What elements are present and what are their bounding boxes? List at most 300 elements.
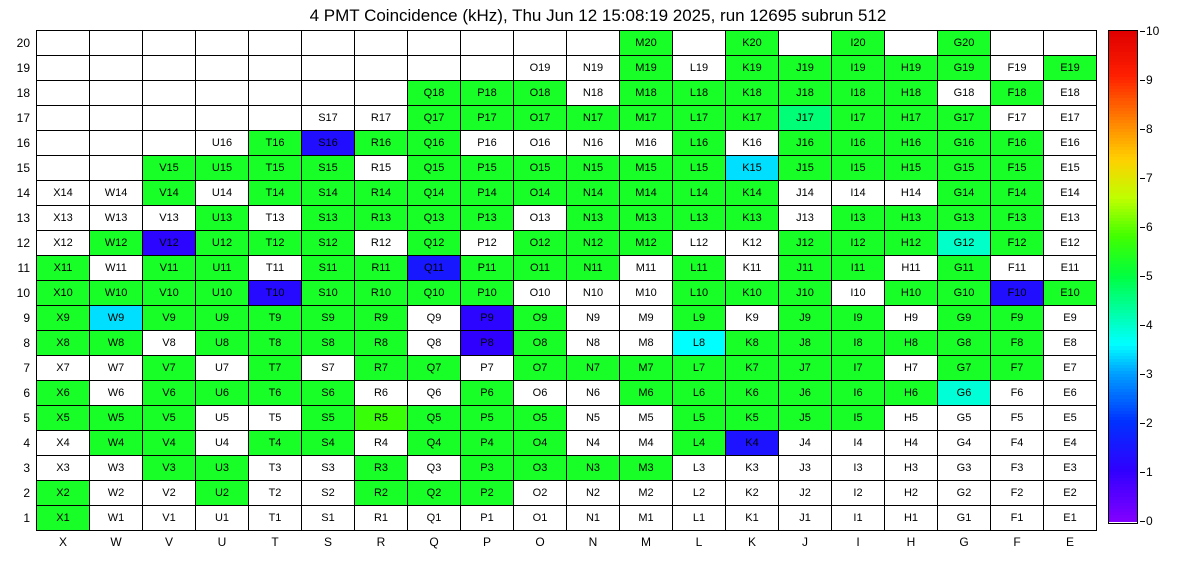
heatmap-cell[interactable] — [408, 56, 461, 81]
heatmap-cell[interactable]: M9 — [620, 306, 673, 331]
heatmap-cell[interactable]: Q11 — [408, 256, 461, 281]
heatmap-cell[interactable]: I17 — [832, 106, 885, 131]
heatmap-cell[interactable]: P6 — [461, 381, 514, 406]
heatmap-cell[interactable]: M7 — [620, 356, 673, 381]
heatmap-cell[interactable]: L10 — [673, 281, 726, 306]
heatmap-cell[interactable]: N10 — [567, 281, 620, 306]
heatmap-cell[interactable]: T7 — [249, 356, 302, 381]
heatmap-cell[interactable]: L4 — [673, 431, 726, 456]
heatmap-cell[interactable]: P10 — [461, 281, 514, 306]
heatmap-cell[interactable]: M18 — [620, 81, 673, 106]
heatmap-cell[interactable]: K8 — [726, 331, 779, 356]
heatmap-cell[interactable] — [90, 106, 143, 131]
heatmap-cell[interactable]: J2 — [779, 481, 832, 506]
heatmap-cell[interactable]: E15 — [1044, 156, 1097, 181]
heatmap-cell[interactable]: R1 — [355, 506, 408, 531]
heatmap-cell[interactable]: G16 — [938, 131, 991, 156]
heatmap-cell[interactable]: O17 — [514, 106, 567, 131]
heatmap-cell[interactable]: U10 — [196, 281, 249, 306]
heatmap-cell[interactable]: R7 — [355, 356, 408, 381]
heatmap-cell[interactable]: K6 — [726, 381, 779, 406]
heatmap-cell[interactable]: T11 — [249, 256, 302, 281]
heatmap-cell[interactable]: I10 — [832, 281, 885, 306]
heatmap-cell[interactable]: H9 — [885, 306, 938, 331]
heatmap-cell[interactable]: I18 — [832, 81, 885, 106]
heatmap-cell[interactable]: V2 — [143, 481, 196, 506]
heatmap-cell[interactable]: V6 — [143, 381, 196, 406]
heatmap-cell[interactable]: O15 — [514, 156, 567, 181]
heatmap-cell[interactable] — [90, 56, 143, 81]
heatmap-cell[interactable]: P4 — [461, 431, 514, 456]
heatmap-cell[interactable]: U6 — [196, 381, 249, 406]
heatmap-cell[interactable]: X2 — [37, 481, 90, 506]
heatmap-cell[interactable]: Q18 — [408, 81, 461, 106]
heatmap-cell[interactable]: F13 — [991, 206, 1044, 231]
heatmap-cell[interactable]: J19 — [779, 56, 832, 81]
heatmap-cell[interactable] — [249, 56, 302, 81]
heatmap-cell[interactable]: G14 — [938, 181, 991, 206]
heatmap-cell[interactable]: J11 — [779, 256, 832, 281]
heatmap-cell[interactable]: V4 — [143, 431, 196, 456]
heatmap-cell[interactable]: Q9 — [408, 306, 461, 331]
heatmap-cell[interactable]: M20 — [620, 31, 673, 56]
heatmap-cell[interactable]: M10 — [620, 281, 673, 306]
heatmap-cell[interactable]: N16 — [567, 131, 620, 156]
heatmap-cell[interactable] — [673, 31, 726, 56]
heatmap-cell[interactable] — [355, 81, 408, 106]
heatmap-cell[interactable]: H2 — [885, 481, 938, 506]
heatmap-cell[interactable]: E16 — [1044, 131, 1097, 156]
heatmap-cell[interactable]: S3 — [302, 456, 355, 481]
heatmap-cell[interactable]: Q6 — [408, 381, 461, 406]
heatmap-cell[interactable]: O10 — [514, 281, 567, 306]
heatmap-cell[interactable]: W8 — [90, 331, 143, 356]
heatmap-cell[interactable] — [461, 56, 514, 81]
heatmap-cell[interactable]: Q12 — [408, 231, 461, 256]
heatmap-cell[interactable]: F15 — [991, 156, 1044, 181]
heatmap-cell[interactable]: W4 — [90, 431, 143, 456]
heatmap-cell[interactable]: I9 — [832, 306, 885, 331]
heatmap-cell[interactable]: F8 — [991, 331, 1044, 356]
heatmap-cell[interactable]: P11 — [461, 256, 514, 281]
heatmap-cell[interactable]: N18 — [567, 81, 620, 106]
heatmap-cell[interactable]: H12 — [885, 231, 938, 256]
heatmap-cell[interactable]: X4 — [37, 431, 90, 456]
heatmap-cell[interactable]: W1 — [90, 506, 143, 531]
heatmap-cell[interactable]: J18 — [779, 81, 832, 106]
heatmap-cell[interactable]: V5 — [143, 406, 196, 431]
heatmap-cell[interactable]: P18 — [461, 81, 514, 106]
heatmap-cell[interactable]: V9 — [143, 306, 196, 331]
heatmap-cell[interactable]: M3 — [620, 456, 673, 481]
heatmap-cell[interactable]: I19 — [832, 56, 885, 81]
heatmap-cell[interactable]: Q10 — [408, 281, 461, 306]
heatmap-cell[interactable]: G7 — [938, 356, 991, 381]
heatmap-cell[interactable]: J4 — [779, 431, 832, 456]
heatmap-cell[interactable]: X5 — [37, 406, 90, 431]
heatmap-cell[interactable]: N13 — [567, 206, 620, 231]
heatmap-cell[interactable]: O12 — [514, 231, 567, 256]
heatmap-cell[interactable]: U2 — [196, 481, 249, 506]
heatmap-cell[interactable]: E10 — [1044, 281, 1097, 306]
heatmap-cell[interactable]: G12 — [938, 231, 991, 256]
heatmap-cell[interactable]: I13 — [832, 206, 885, 231]
heatmap-cell[interactable]: I7 — [832, 356, 885, 381]
heatmap-cell[interactable]: P12 — [461, 231, 514, 256]
heatmap-cell[interactable]: V8 — [143, 331, 196, 356]
heatmap-cell[interactable]: E8 — [1044, 331, 1097, 356]
heatmap-cell[interactable]: H3 — [885, 456, 938, 481]
heatmap-cell[interactable]: G15 — [938, 156, 991, 181]
heatmap-cell[interactable]: I1 — [832, 506, 885, 531]
heatmap-cell[interactable]: T2 — [249, 481, 302, 506]
heatmap-cell[interactable] — [355, 31, 408, 56]
heatmap-cell[interactable]: T15 — [249, 156, 302, 181]
heatmap-cell[interactable] — [196, 31, 249, 56]
heatmap-cell[interactable]: P5 — [461, 406, 514, 431]
heatmap-cell[interactable]: J3 — [779, 456, 832, 481]
heatmap-cell[interactable]: I15 — [832, 156, 885, 181]
heatmap-cell[interactable]: R17 — [355, 106, 408, 131]
heatmap-cell[interactable]: P16 — [461, 131, 514, 156]
heatmap-cell[interactable] — [1044, 31, 1097, 56]
heatmap-cell[interactable]: N11 — [567, 256, 620, 281]
heatmap-cell[interactable] — [567, 31, 620, 56]
heatmap-cell[interactable]: G13 — [938, 206, 991, 231]
heatmap-cell[interactable]: F19 — [991, 56, 1044, 81]
heatmap-cell[interactable]: E2 — [1044, 481, 1097, 506]
heatmap-cell[interactable]: F1 — [991, 506, 1044, 531]
heatmap-cell[interactable]: W14 — [90, 181, 143, 206]
heatmap-cell[interactable]: K17 — [726, 106, 779, 131]
heatmap-cell[interactable] — [196, 56, 249, 81]
heatmap-cell[interactable]: U5 — [196, 406, 249, 431]
heatmap-cell[interactable]: K4 — [726, 431, 779, 456]
heatmap-cell[interactable]: Q1 — [408, 506, 461, 531]
heatmap-cell[interactable]: H16 — [885, 131, 938, 156]
heatmap-cell[interactable]: K3 — [726, 456, 779, 481]
heatmap-cell[interactable]: R11 — [355, 256, 408, 281]
heatmap-cell[interactable] — [143, 106, 196, 131]
heatmap-cell[interactable]: V13 — [143, 206, 196, 231]
heatmap-cell[interactable]: R14 — [355, 181, 408, 206]
heatmap-cell[interactable]: I20 — [832, 31, 885, 56]
heatmap-cell[interactable]: E9 — [1044, 306, 1097, 331]
heatmap-cell[interactable]: R15 — [355, 156, 408, 181]
heatmap-cell[interactable]: H17 — [885, 106, 938, 131]
heatmap-cell[interactable]: Q2 — [408, 481, 461, 506]
heatmap-cell[interactable]: Q4 — [408, 431, 461, 456]
heatmap-cell[interactable]: L1 — [673, 506, 726, 531]
heatmap-cell[interactable]: K5 — [726, 406, 779, 431]
heatmap-cell[interactable]: P13 — [461, 206, 514, 231]
heatmap-cell[interactable]: E1 — [1044, 506, 1097, 531]
heatmap-cell[interactable]: L14 — [673, 181, 726, 206]
heatmap-cell[interactable]: U7 — [196, 356, 249, 381]
heatmap-cell[interactable]: M6 — [620, 381, 673, 406]
heatmap-cell[interactable]: X6 — [37, 381, 90, 406]
heatmap-cell[interactable]: N7 — [567, 356, 620, 381]
heatmap-cell[interactable]: E12 — [1044, 231, 1097, 256]
heatmap-cell[interactable]: G3 — [938, 456, 991, 481]
heatmap-cell[interactable]: M19 — [620, 56, 673, 81]
heatmap-cell[interactable]: G10 — [938, 281, 991, 306]
heatmap-cell[interactable]: Q7 — [408, 356, 461, 381]
heatmap-cell[interactable]: K15 — [726, 156, 779, 181]
heatmap-cell[interactable]: N12 — [567, 231, 620, 256]
heatmap-cell[interactable]: K20 — [726, 31, 779, 56]
heatmap-cell[interactable]: U15 — [196, 156, 249, 181]
heatmap-cell[interactable]: E19 — [1044, 56, 1097, 81]
heatmap-cell[interactable]: O2 — [514, 481, 567, 506]
heatmap-cell[interactable]: V3 — [143, 456, 196, 481]
heatmap-cell[interactable]: L11 — [673, 256, 726, 281]
heatmap-cell[interactable] — [90, 156, 143, 181]
heatmap-cell[interactable]: E3 — [1044, 456, 1097, 481]
heatmap-cell[interactable]: Q15 — [408, 156, 461, 181]
heatmap-cell[interactable]: N4 — [567, 431, 620, 456]
heatmap-cell[interactable]: S15 — [302, 156, 355, 181]
heatmap-cell[interactable]: G8 — [938, 331, 991, 356]
heatmap-cell[interactable]: G18 — [938, 81, 991, 106]
heatmap-cell[interactable]: K19 — [726, 56, 779, 81]
heatmap-cell[interactable]: L6 — [673, 381, 726, 406]
heatmap-cell[interactable]: F4 — [991, 431, 1044, 456]
heatmap-cell[interactable]: L9 — [673, 306, 726, 331]
heatmap-cell[interactable]: P9 — [461, 306, 514, 331]
heatmap-cell[interactable]: W11 — [90, 256, 143, 281]
heatmap-cell[interactable] — [249, 81, 302, 106]
heatmap-cell[interactable]: T3 — [249, 456, 302, 481]
heatmap-cell[interactable]: K18 — [726, 81, 779, 106]
heatmap-cell[interactable] — [143, 56, 196, 81]
heatmap-cell[interactable]: E6 — [1044, 381, 1097, 406]
heatmap-cell[interactable]: X10 — [37, 281, 90, 306]
heatmap-cell[interactable]: R16 — [355, 131, 408, 156]
heatmap-cell[interactable]: J16 — [779, 131, 832, 156]
heatmap-cell[interactable]: X9 — [37, 306, 90, 331]
heatmap-cell[interactable]: H19 — [885, 56, 938, 81]
heatmap-cell[interactable]: S4 — [302, 431, 355, 456]
heatmap-cell[interactable]: F14 — [991, 181, 1044, 206]
heatmap-cell[interactable]: R2 — [355, 481, 408, 506]
heatmap-cell[interactable]: M8 — [620, 331, 673, 356]
heatmap-cell[interactable]: S17 — [302, 106, 355, 131]
heatmap-cell[interactable]: V10 — [143, 281, 196, 306]
heatmap-cell[interactable]: O6 — [514, 381, 567, 406]
heatmap-cell[interactable] — [196, 106, 249, 131]
heatmap-cell[interactable]: G19 — [938, 56, 991, 81]
heatmap-cell[interactable]: V7 — [143, 356, 196, 381]
heatmap-cell[interactable]: O14 — [514, 181, 567, 206]
heatmap-cell[interactable]: S10 — [302, 281, 355, 306]
heatmap-cell[interactable]: I8 — [832, 331, 885, 356]
heatmap-cell[interactable]: O16 — [514, 131, 567, 156]
heatmap-cell[interactable]: K7 — [726, 356, 779, 381]
heatmap-cell[interactable]: W12 — [90, 231, 143, 256]
heatmap-cell[interactable]: N14 — [567, 181, 620, 206]
heatmap-cell[interactable] — [885, 31, 938, 56]
heatmap-cell[interactable] — [302, 81, 355, 106]
heatmap-cell[interactable]: M4 — [620, 431, 673, 456]
heatmap-cell[interactable]: X8 — [37, 331, 90, 356]
heatmap-cell[interactable]: G5 — [938, 406, 991, 431]
heatmap-cell[interactable] — [37, 131, 90, 156]
heatmap-cell[interactable]: I4 — [832, 431, 885, 456]
heatmap-cell[interactable]: J8 — [779, 331, 832, 356]
heatmap-cell[interactable]: I12 — [832, 231, 885, 256]
heatmap-cell[interactable]: S13 — [302, 206, 355, 231]
heatmap-cell[interactable]: O8 — [514, 331, 567, 356]
heatmap-cell[interactable]: W9 — [90, 306, 143, 331]
heatmap-cell[interactable]: T16 — [249, 131, 302, 156]
heatmap-cell[interactable]: H7 — [885, 356, 938, 381]
heatmap-cell[interactable] — [37, 31, 90, 56]
heatmap-cell[interactable]: Q8 — [408, 331, 461, 356]
heatmap-cell[interactable]: Q16 — [408, 131, 461, 156]
heatmap-cell[interactable]: O18 — [514, 81, 567, 106]
heatmap-cell[interactable]: S8 — [302, 331, 355, 356]
heatmap-cell[interactable]: H13 — [885, 206, 938, 231]
heatmap-cell[interactable]: R6 — [355, 381, 408, 406]
heatmap-cell[interactable]: F16 — [991, 131, 1044, 156]
heatmap-cell[interactable]: F5 — [991, 406, 1044, 431]
heatmap-cell[interactable]: P1 — [461, 506, 514, 531]
heatmap-cell[interactable]: M1 — [620, 506, 673, 531]
heatmap-cell[interactable]: K1 — [726, 506, 779, 531]
heatmap-cell[interactable]: T8 — [249, 331, 302, 356]
heatmap-cell[interactable]: R13 — [355, 206, 408, 231]
heatmap-cell[interactable]: Q5 — [408, 406, 461, 431]
heatmap-cell[interactable]: X14 — [37, 181, 90, 206]
heatmap-cell[interactable]: S14 — [302, 181, 355, 206]
heatmap-cell[interactable] — [249, 106, 302, 131]
heatmap-cell[interactable]: Q17 — [408, 106, 461, 131]
heatmap-cell[interactable]: N15 — [567, 156, 620, 181]
heatmap-cell[interactable]: O3 — [514, 456, 567, 481]
heatmap-cell[interactable]: J6 — [779, 381, 832, 406]
heatmap-cell[interactable]: P3 — [461, 456, 514, 481]
heatmap-cell[interactable]: S1 — [302, 506, 355, 531]
heatmap-cell[interactable]: J13 — [779, 206, 832, 231]
heatmap-cell[interactable]: L2 — [673, 481, 726, 506]
heatmap-cell[interactable]: F18 — [991, 81, 1044, 106]
heatmap-cell[interactable]: W5 — [90, 406, 143, 431]
heatmap-cell[interactable]: U1 — [196, 506, 249, 531]
heatmap-cell[interactable]: E17 — [1044, 106, 1097, 131]
heatmap-cell[interactable]: G2 — [938, 481, 991, 506]
heatmap-cell[interactable]: O9 — [514, 306, 567, 331]
heatmap-cell[interactable]: O13 — [514, 206, 567, 231]
heatmap-cell[interactable]: E18 — [1044, 81, 1097, 106]
heatmap-cell[interactable]: U13 — [196, 206, 249, 231]
heatmap-cell[interactable]: K2 — [726, 481, 779, 506]
heatmap-cell[interactable] — [37, 156, 90, 181]
heatmap-cell[interactable]: O19 — [514, 56, 567, 81]
heatmap-cell[interactable]: M17 — [620, 106, 673, 131]
heatmap-cell[interactable]: F6 — [991, 381, 1044, 406]
heatmap-cell[interactable]: W7 — [90, 356, 143, 381]
heatmap-cell[interactable]: L8 — [673, 331, 726, 356]
heatmap-cell[interactable]: T6 — [249, 381, 302, 406]
heatmap-cell[interactable]: G11 — [938, 256, 991, 281]
heatmap-cell[interactable]: U12 — [196, 231, 249, 256]
heatmap-cell[interactable]: M15 — [620, 156, 673, 181]
heatmap-cell[interactable]: T1 — [249, 506, 302, 531]
heatmap-cell[interactable] — [355, 56, 408, 81]
heatmap-cell[interactable]: H15 — [885, 156, 938, 181]
heatmap-cell[interactable]: M11 — [620, 256, 673, 281]
heatmap-cell[interactable]: Q3 — [408, 456, 461, 481]
heatmap-cell[interactable]: F2 — [991, 481, 1044, 506]
heatmap-cell[interactable]: F7 — [991, 356, 1044, 381]
heatmap-cell[interactable] — [143, 31, 196, 56]
heatmap-cell[interactable]: P17 — [461, 106, 514, 131]
heatmap-cell[interactable]: L16 — [673, 131, 726, 156]
heatmap-cell[interactable]: X13 — [37, 206, 90, 231]
heatmap-cell[interactable]: U16 — [196, 131, 249, 156]
heatmap-cell[interactable]: R10 — [355, 281, 408, 306]
heatmap-cell[interactable]: T12 — [249, 231, 302, 256]
heatmap-cell[interactable]: L5 — [673, 406, 726, 431]
heatmap-cell[interactable]: W6 — [90, 381, 143, 406]
heatmap-cell[interactable]: F11 — [991, 256, 1044, 281]
heatmap-cell[interactable]: F12 — [991, 231, 1044, 256]
heatmap-cell[interactable] — [302, 56, 355, 81]
heatmap-cell[interactable]: W3 — [90, 456, 143, 481]
heatmap-cell[interactable]: P14 — [461, 181, 514, 206]
heatmap-cell[interactable] — [779, 31, 832, 56]
heatmap-cell[interactable]: L7 — [673, 356, 726, 381]
heatmap-cell[interactable]: L13 — [673, 206, 726, 231]
heatmap-cell[interactable]: Q14 — [408, 181, 461, 206]
heatmap-cell[interactable]: P7 — [461, 356, 514, 381]
heatmap-cell[interactable]: O4 — [514, 431, 567, 456]
heatmap-cell[interactable]: T13 — [249, 206, 302, 231]
heatmap-cell[interactable] — [302, 31, 355, 56]
heatmap-cell[interactable]: G9 — [938, 306, 991, 331]
heatmap-cell[interactable]: U4 — [196, 431, 249, 456]
heatmap-cell[interactable]: I11 — [832, 256, 885, 281]
heatmap-cell[interactable]: O11 — [514, 256, 567, 281]
heatmap-cell[interactable]: W10 — [90, 281, 143, 306]
heatmap-cell[interactable]: S9 — [302, 306, 355, 331]
heatmap-cell[interactable]: U9 — [196, 306, 249, 331]
heatmap-cell[interactable]: E5 — [1044, 406, 1097, 431]
heatmap-cell[interactable]: M13 — [620, 206, 673, 231]
heatmap-cell[interactable]: L17 — [673, 106, 726, 131]
heatmap-cell[interactable] — [90, 31, 143, 56]
heatmap-cell[interactable]: S16 — [302, 131, 355, 156]
heatmap-cell[interactable]: U11 — [196, 256, 249, 281]
heatmap-cell[interactable]: W2 — [90, 481, 143, 506]
heatmap-cell[interactable]: J7 — [779, 356, 832, 381]
heatmap-cell[interactable]: J10 — [779, 281, 832, 306]
heatmap-cell[interactable]: R4 — [355, 431, 408, 456]
heatmap-cell[interactable]: X1 — [37, 506, 90, 531]
heatmap-cell[interactable]: K11 — [726, 256, 779, 281]
heatmap-cell[interactable] — [249, 31, 302, 56]
heatmap-cell[interactable]: I2 — [832, 481, 885, 506]
heatmap-cell[interactable] — [37, 106, 90, 131]
heatmap-cell[interactable]: T14 — [249, 181, 302, 206]
heatmap-cell[interactable]: S5 — [302, 406, 355, 431]
heatmap-cell[interactable]: O5 — [514, 406, 567, 431]
heatmap-cell[interactable]: N2 — [567, 481, 620, 506]
heatmap-cell[interactable]: F10 — [991, 281, 1044, 306]
heatmap-cell[interactable]: N8 — [567, 331, 620, 356]
heatmap-cell[interactable]: F9 — [991, 306, 1044, 331]
